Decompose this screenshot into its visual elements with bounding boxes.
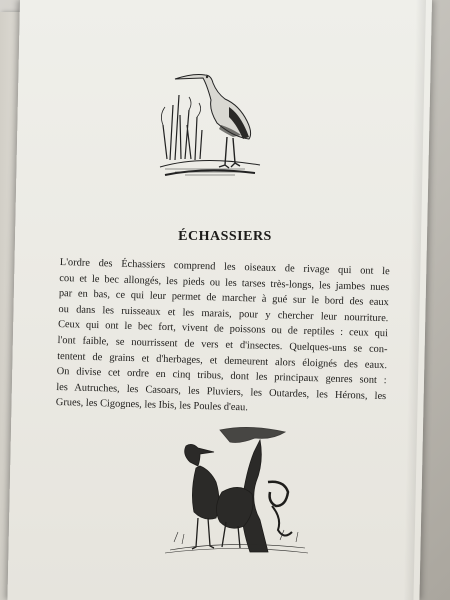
stork-illustration: [145, 55, 265, 180]
text-line: l'ont faible, se nourrissent de vers et d'insectes. Quelques-uns se con-: [57, 334, 388, 356]
body-text: [56, 255, 390, 420]
text-line: On divise cet ordre en cinq tribus, dont les principaux genres sont :: [56, 366, 387, 387]
text-line: Ceux qui ont le bec fort, vivent de poissons ou de reptiles : ceux qui: [57, 319, 389, 340]
marabou-illustration: [160, 422, 310, 557]
section-heading: ÉCHASSIERS: [178, 229, 272, 244]
text-line: Grues, les Cigognes, les Ibis, les Poules d'eau.: [55, 397, 249, 414]
text-line: cou et le bec allongés, les pieds ou les tarses très-longs, les jambes nues: [59, 272, 390, 293]
text-line: les Autruches, les Casoars, les Pluviers, les Outardes, les Hérons, les: [56, 381, 387, 402]
text-line: L'ordre des Échassiers comprend les oiseaux de rivage qui ont le: [59, 256, 390, 278]
text-line: par en bas, ce qui leur permet de marcher à gué sur le bord des eaux: [58, 288, 389, 309]
text-line: tentent de grains et d'herbages, et demeurent alors éloignés des eaux.: [57, 350, 388, 371]
text-line: ou dans les ruisseaux et les marais, pour y chercher leur nourriture.: [58, 303, 389, 324]
